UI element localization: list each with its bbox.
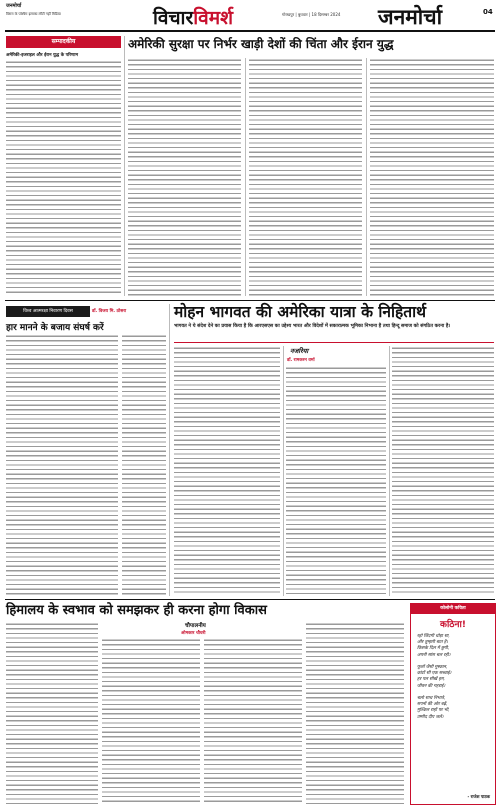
editorial-text-col2 [128, 58, 241, 296]
opinion-byline: डॉ. विजय मि. ठोसरा [92, 309, 127, 314]
opinion-text-col1 [6, 334, 118, 596]
bottom-story-col3 [204, 638, 302, 804]
column-divider [245, 58, 246, 296]
masthead-rule [5, 30, 495, 32]
brand-name: जनमोर्चा [378, 5, 443, 29]
editorial-text-col4 [370, 58, 494, 296]
poem-title: कठिना! [440, 620, 466, 630]
section-right-word: विमर्श [193, 7, 234, 29]
page-tag: जनमोर्चा [6, 3, 22, 9]
poem-line: अपनी सांस चल रही। [417, 652, 451, 658]
bottom-story-col4 [306, 622, 404, 804]
bottom-story-byline: ओमकार चौधरी [181, 631, 206, 636]
top-left-snippet: विराम के पश्चिम इलाका लौटी नहीं मिडिया [6, 12, 61, 16]
deck-rule [174, 342, 494, 343]
bottom-story-headline: हिमालय के स्वभाव को समझकर ही करना होगा विकास [6, 603, 267, 618]
poem-line: किसके दिल में छुपी, [417, 646, 450, 652]
opinion-text-col2 [122, 334, 166, 596]
poem-author: - राजेश पाठक [467, 794, 490, 799]
poem-line: चलो साथ निभाते, [417, 696, 446, 702]
bottom-story-col1 [6, 622, 98, 804]
section-left-word: विचार [153, 7, 194, 29]
editorial-label: सम्पादकीय [6, 36, 121, 48]
poem-line: मुश्किल राहों पर भी, [417, 708, 450, 714]
main-story-byline: डॉ. रामकरन वर्मा [287, 358, 315, 363]
page-number: 04 [483, 8, 493, 16]
nazariya-label: नजरिया [290, 347, 309, 355]
main-story-headline: मोहन भागवत की अमेरिका यात्रा के निहितार्थ [174, 303, 426, 321]
section-rule [5, 300, 495, 301]
poem-line: रहो जिंदगी थोड़ा सा, [417, 634, 450, 639]
poem-line: हर पल सीखें हम, [417, 677, 445, 683]
bottom-story-col2 [102, 638, 200, 804]
column-divider [366, 58, 367, 296]
column-divider [389, 346, 390, 596]
opinion-headline: हार मानने के बजाय संघर्ष करें [6, 323, 104, 333]
poem-box-title: कोलोनी कविता [411, 604, 495, 614]
editorial-text-col3 [249, 58, 362, 296]
section-rule [5, 599, 495, 600]
poem-line: उम्मीद दीप जलें। [417, 714, 444, 720]
poem-line: जीवन की गहराई। [417, 683, 446, 689]
poem-line: सपनों की ओर बढ़ें, [417, 702, 448, 708]
poem-line: और तुम्हारी बात है। [417, 640, 448, 646]
poem-line: कांटों सी एक सच्चाई। [417, 671, 452, 677]
date-line: गोरखपुर | बुधवार | 18 दिसम्बर 2024 [282, 12, 341, 17]
column-divider [169, 304, 170, 596]
bottom-story-section: चौपालनीय [185, 623, 206, 629]
column-divider [124, 36, 125, 296]
editorial-text-col1 [6, 60, 121, 296]
editorial-headline: अमेरिकी सुरक्षा पर निर्भर खाड़ी देशों की चिंता और ईरान युद्ध [128, 37, 394, 51]
main-story-deck: भागवत ने ये संदेश देने का प्रयास किया है कि आरएसएस का उद्देश्य भारत और विदेशों में सकारात्मक भूमिका निभाना है तथा हिन्दू समाज को संगठित करना है। [174, 324, 451, 329]
poem-body [417, 634, 491, 721]
column-divider [283, 346, 284, 596]
section-logo [153, 6, 233, 28]
opinion-kicker: विश्व आत्मरक्षा निवारण दिवस [6, 306, 90, 317]
editorial-subhead: अमेरिकी-इजराइल और ईरान युद्ध के परिणाम [6, 53, 78, 58]
poem-box [410, 603, 496, 805]
main-story-col2 [286, 366, 386, 596]
main-story-col3 [392, 346, 494, 596]
poem-line: फूलों जैसी मुस्कान, [417, 665, 448, 671]
main-story-col1 [174, 346, 280, 596]
